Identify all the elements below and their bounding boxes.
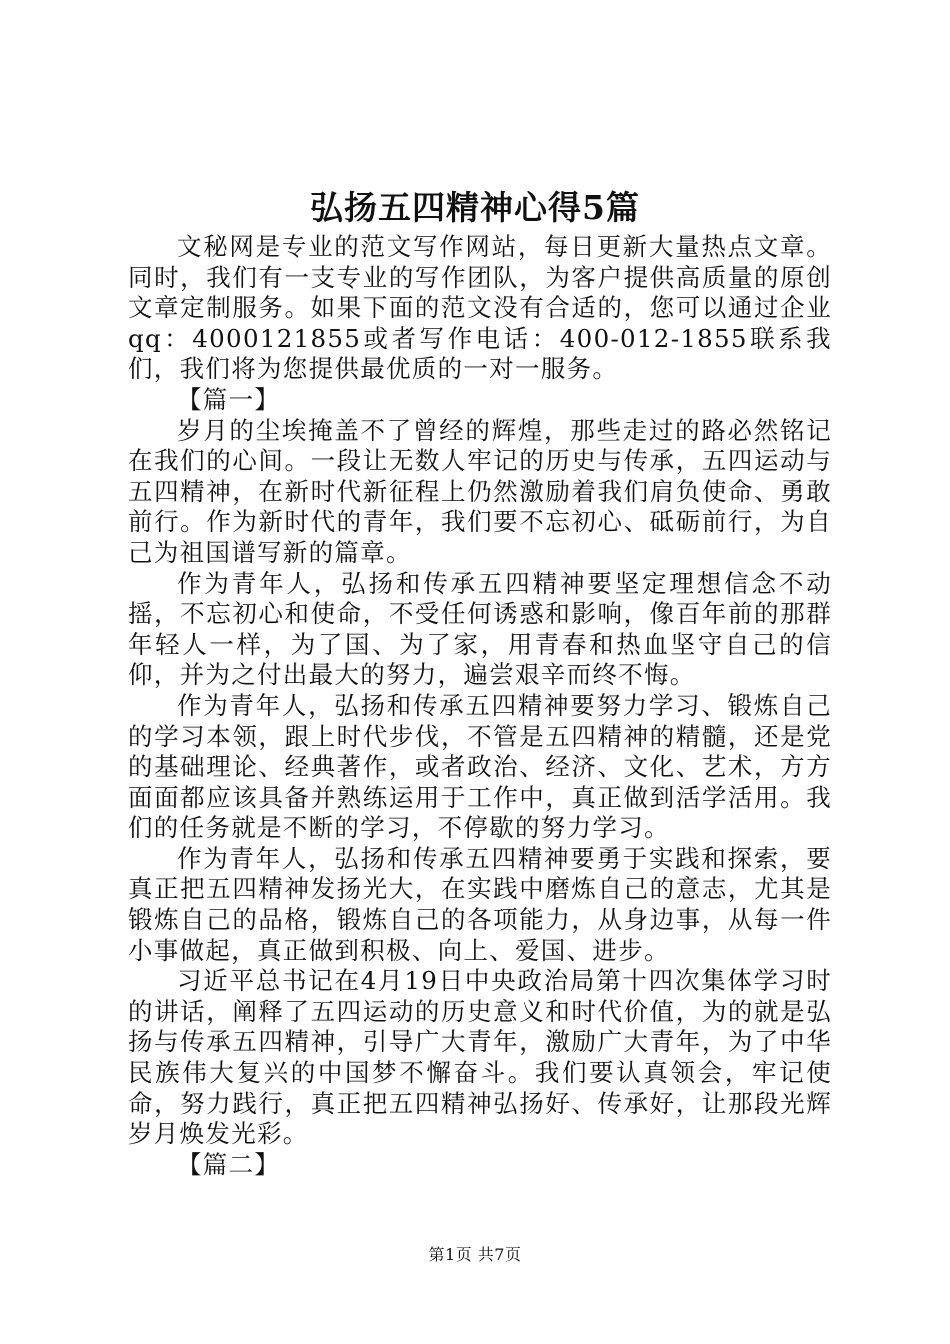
body-paragraph: 岁月的尘埃掩盖不了曾经的辉煌，那些走过的路必然铭记在我们的心间。一段让无数人牢记的历史与传承，五四运动与五四精神，在新时代新征程上仍然激励着我们肩负使命、勇敢前行。作为新时代的青年，我们要不忘初心、砥砺前行，为自己为祖国谱写新的篇章。 (128, 415, 832, 567)
intro-paragraph: 文秘网是专业的范文写作网站，每日更新大量热点文章。同时，我们有一支专业的写作团队，为客户提供高质量的原创文章定制服务。如果下面的范文没有合适的，您可以通过企业qq：4000121855或者写作电话：400-012-1855联系我们，我们将为您提供最优质的一对一服务。 (128, 232, 832, 384)
body-paragraph: 作为青年人，弘扬和传承五四精神要坚定理想信念不动摇，不忘初心和使命，不受任何诱惑和影响，像百年前的那群年轻人一样，为了国、为了家，用青春和热血坚守自己的信仰，并为之付出最大的努力，遍尝艰辛而终不悔。 (128, 568, 832, 690)
body-paragraph: 作为青年人，弘扬和传承五四精神要勇于实践和探索，要真正把五四精神发扬光大，在实践中磨炼自己的意志，尤其是锻炼自己的品格，锻炼自己的各项能力，从身边事，从每一件小事做起，真正做到积极、向上、爱国、进步。 (128, 843, 832, 965)
document-body (128, 232, 832, 1180)
body-paragraph: 习近平总书记在4月19日中央政治局第十四次集体学习时的讲话，阐释了五四运动的历史意义和时代价值，为的就是弘扬与传承五四精神，引导广大青年，激励广大青年，为了中华民族伟大复兴的中国梦不懈奋斗。我们要认真领会，牢记使命，努力践行，真正把五四精神弘扬好、传承好，让那段光辉岁月焕发光彩。 (128, 966, 832, 1149)
section-heading-2: 【篇二】 (177, 1149, 281, 1179)
section-heading-1: 【篇一】 (177, 384, 281, 414)
page-footer: 第1页 共7页 (428, 1245, 522, 1264)
document-title: 弘扬五四精神心得5篇 (310, 188, 640, 227)
body-paragraph: 作为青年人，弘扬和传承五四精神要努力学习、锻炼自己的学习本领，跟上时代步伐，不管是五四精神的精髓，还是党的基础理论、经典著作，或者政治、经济、文化、艺术，方方面面都应该具备并熟练运用于工作中，真正做到活学活用。我们的任务就是不断的学习，不停歇的努力学习。 (128, 690, 832, 843)
